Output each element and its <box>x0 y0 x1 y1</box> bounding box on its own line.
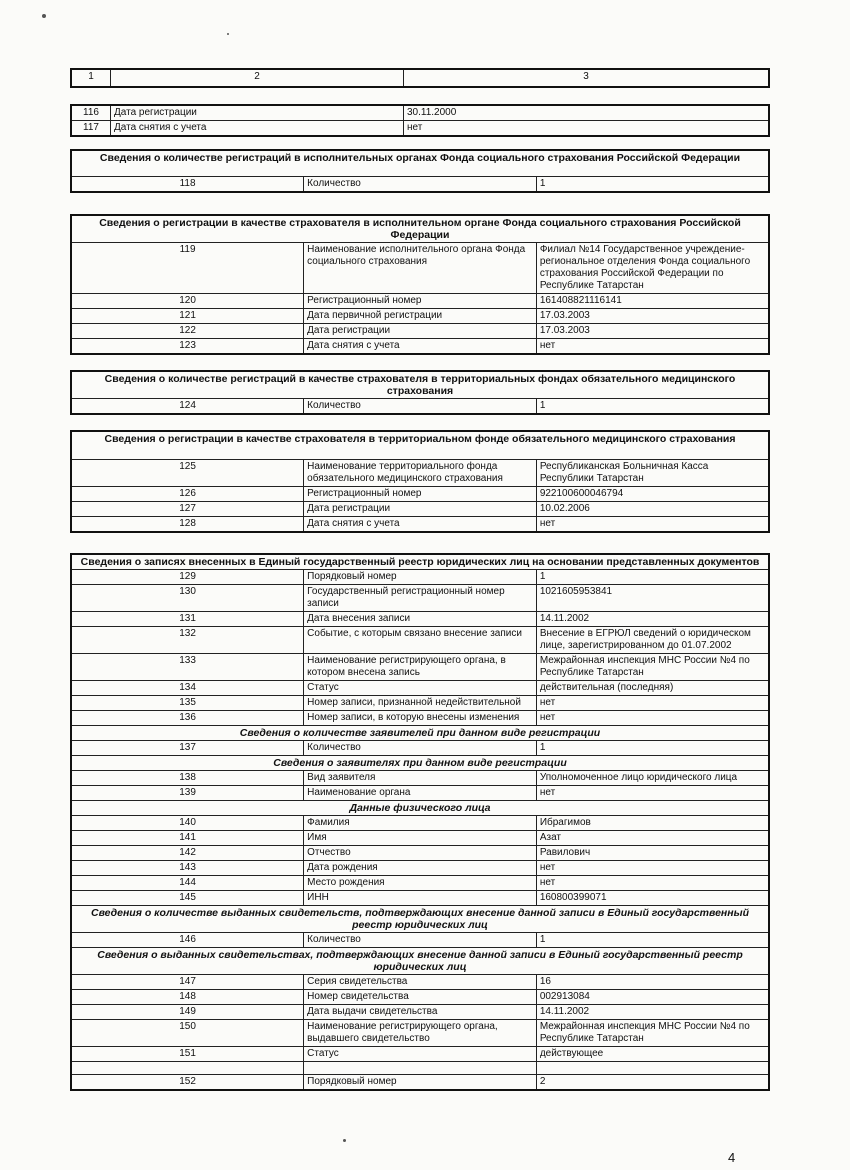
row-number: 119 <box>71 243 304 294</box>
table-row <box>71 459 769 486</box>
column-number-1: 1 <box>71 69 111 87</box>
row-number: 116 <box>71 105 111 121</box>
field-value: 30.11.2000 <box>404 105 770 121</box>
field-value: 2 <box>536 1075 769 1091</box>
table-body <box>71 771 769 801</box>
section-title: Сведения о регистрации в качестве страхователя в территориальном фонде обязательного медицинского страхования <box>71 431 769 459</box>
column-number-header <box>70 68 770 88</box>
field-value: 1021605953841 <box>536 585 769 612</box>
field-value: Филиал №14 Государственное учреждение-региональное отделения Фонда социального страхования Российской Федерации по Республике Татарстан <box>536 243 769 294</box>
field-label: Количество <box>304 176 537 192</box>
table-body <box>71 933 769 948</box>
table-body <box>71 741 769 756</box>
field-value: Уполномоченное лицо юридического лица <box>536 771 769 786</box>
oms-insurer-registration-table <box>70 430 770 533</box>
field-label: Регистрационный номер <box>304 294 537 309</box>
table-row <box>71 612 769 627</box>
field-value: Азат <box>536 831 769 846</box>
row-number: 146 <box>71 933 304 948</box>
field-label: Номер свидетельства <box>304 990 537 1005</box>
table-row <box>71 486 769 501</box>
field-value: нет <box>404 121 770 137</box>
field-value <box>536 1062 769 1075</box>
subsection-title: Сведения о выданных свидетельствах, подтверждающих внесение данной записи в Единый государственный реестр юридических лиц <box>71 948 769 975</box>
table-body <box>71 459 769 532</box>
field-label: Дата внесения записи <box>304 612 537 627</box>
fss-registration-count-table <box>70 149 770 193</box>
field-label: Статус <box>304 681 537 696</box>
table-row <box>71 121 769 137</box>
table-row <box>71 990 769 1005</box>
table-row <box>71 627 769 654</box>
table-body <box>71 176 769 192</box>
row-number: 138 <box>71 771 304 786</box>
field-label: Дата выдачи свидетельства <box>304 1005 537 1020</box>
table-row <box>71 816 769 831</box>
egrul-records-table <box>70 553 770 1091</box>
field-value: 10.02.2006 <box>536 501 769 516</box>
field-value: Внесение в ЕГРЮЛ сведений о юридическом лице, зарегистрированном до 01.07.2002 <box>536 627 769 654</box>
table-row <box>71 1075 769 1091</box>
field-label: Дата снятия с учета <box>304 516 537 532</box>
field-value: нет <box>536 876 769 891</box>
row-number: 124 <box>71 399 304 415</box>
field-value: 1 <box>536 933 769 948</box>
field-label: ИНН <box>304 891 537 906</box>
column-number-2: 2 <box>111 69 404 87</box>
field-value: действующее <box>536 1047 769 1062</box>
table-row <box>71 1005 769 1020</box>
field-value: нет <box>536 696 769 711</box>
field-label: Порядковый номер <box>304 570 537 585</box>
field-value: действительная (последняя) <box>536 681 769 696</box>
table-row <box>71 654 769 681</box>
field-value: Межрайонная инспекция МНС России №4 по Республике Татарстан <box>536 654 769 681</box>
table-row <box>71 105 769 121</box>
section-title: Сведения о количестве регистраций в исполнительных органах Фонда социального страхования Российской Федерации <box>71 150 769 176</box>
table-row <box>71 891 769 906</box>
field-label: Наименование органа <box>304 786 537 801</box>
table-row <box>71 570 769 585</box>
field-value: 17.03.2003 <box>536 309 769 324</box>
table-row <box>71 1062 769 1075</box>
scan-speck <box>227 33 229 35</box>
field-label <box>304 1062 537 1075</box>
field-label: Наименование регистрирующего органа, выдавшего свидетельство <box>304 1020 537 1047</box>
table-row <box>71 243 769 294</box>
row-number: 128 <box>71 516 304 532</box>
field-value: 14.11.2002 <box>536 1005 769 1020</box>
oms-registration-count-table <box>70 370 770 415</box>
field-label: Дата регистрации <box>304 501 537 516</box>
row-number: 142 <box>71 846 304 861</box>
page-number: 4 <box>728 1150 736 1165</box>
table-row <box>71 176 769 192</box>
row-number: 133 <box>71 654 304 681</box>
field-label: Место рождения <box>304 876 537 891</box>
field-label: Порядковый номер <box>304 1075 537 1091</box>
row-number: 139 <box>71 786 304 801</box>
row-number: 143 <box>71 861 304 876</box>
table-row <box>71 831 769 846</box>
field-label: Количество <box>304 933 537 948</box>
field-label: Дата регистрации <box>111 105 404 121</box>
field-label: Дата рождения <box>304 861 537 876</box>
field-value: 160800399071 <box>536 891 769 906</box>
row-number: 140 <box>71 816 304 831</box>
row-number: 118 <box>71 176 304 192</box>
field-label: Номер записи, признанной недействительной <box>304 696 537 711</box>
table-row <box>71 399 769 415</box>
field-label: Дата регистрации <box>304 324 537 339</box>
table-row <box>71 786 769 801</box>
field-label: Наименование территориального фонда обязательного медицинского страхования <box>304 459 537 486</box>
section-title: Сведения о регистрации в качестве страхователя в исполнительном органе Фонда социального страхования Российской Федерации <box>71 215 769 243</box>
field-label: Регистрационный номер <box>304 486 537 501</box>
table-row <box>71 1020 769 1047</box>
table-row <box>71 339 769 355</box>
subsection-title: Данные физического лица <box>71 801 769 816</box>
field-value: нет <box>536 861 769 876</box>
field-label: Фамилия <box>304 816 537 831</box>
row-number: 145 <box>71 891 304 906</box>
row-number: 135 <box>71 696 304 711</box>
field-value: 1 <box>536 741 769 756</box>
field-label: Событие, с которым связано внесение записи <box>304 627 537 654</box>
field-label: Статус <box>304 1047 537 1062</box>
registration-dates-table <box>70 104 770 137</box>
table-row <box>71 771 769 786</box>
field-value: нет <box>536 711 769 726</box>
row-number: 149 <box>71 1005 304 1020</box>
field-value: нет <box>536 516 769 532</box>
field-label: Государственный регистрационный номер записи <box>304 585 537 612</box>
subsection-title: Сведения о заявителях при данном виде регистрации <box>71 756 769 771</box>
row-number: 123 <box>71 339 304 355</box>
field-label: Серия свидетельства <box>304 975 537 990</box>
table-body <box>71 243 769 355</box>
scan-speck <box>343 1139 346 1142</box>
table-body <box>71 975 769 1091</box>
field-value: 16 <box>536 975 769 990</box>
row-number: 131 <box>71 612 304 627</box>
table-body <box>71 816 769 906</box>
section-title: Сведения о записях внесенных в Единый государственный реестр юридических лиц на основании представленных документов <box>71 554 769 570</box>
row-number: 130 <box>71 585 304 612</box>
field-value: нет <box>536 339 769 355</box>
column-number-3: 3 <box>404 69 770 87</box>
row-number: 122 <box>71 324 304 339</box>
row-number: 125 <box>71 459 304 486</box>
field-label: Наименование регистрирующего органа, в котором внесена запись <box>304 654 537 681</box>
row-number <box>71 1062 304 1075</box>
table-row <box>71 681 769 696</box>
field-value: 1 <box>536 176 769 192</box>
subsection-title: Сведения о количестве заявителей при данном виде регистрации <box>71 726 769 741</box>
table-body <box>71 399 769 415</box>
table-row <box>71 516 769 532</box>
field-label: Наименование исполнительного органа Фонда социального страхования <box>304 243 537 294</box>
row-number: 134 <box>71 681 304 696</box>
field-value: 002913084 <box>536 990 769 1005</box>
row-number: 127 <box>71 501 304 516</box>
field-label: Количество <box>304 399 537 415</box>
scan-speck <box>42 14 46 18</box>
row-number: 120 <box>71 294 304 309</box>
table-row <box>71 324 769 339</box>
row-number: 137 <box>71 741 304 756</box>
table-row <box>71 711 769 726</box>
table-row <box>71 501 769 516</box>
table-row <box>71 1047 769 1062</box>
table-body <box>71 570 769 726</box>
row-number: 147 <box>71 975 304 990</box>
field-value: 17.03.2003 <box>536 324 769 339</box>
field-label: Номер записи, в которую внесены изменения <box>304 711 537 726</box>
table-row <box>71 861 769 876</box>
field-value: 1 <box>536 399 769 415</box>
field-value: Равилович <box>536 846 769 861</box>
field-value: Республиканская Больничная Касса Республики Татарстан <box>536 459 769 486</box>
field-value: 14.11.2002 <box>536 612 769 627</box>
table-body <box>71 105 769 136</box>
field-label: Имя <box>304 831 537 846</box>
field-label: Отчество <box>304 846 537 861</box>
row-number: 126 <box>71 486 304 501</box>
table-row <box>71 741 769 756</box>
field-value: Ибрагимов <box>536 816 769 831</box>
row-number: 136 <box>71 711 304 726</box>
row-number: 150 <box>71 1020 304 1047</box>
table-row <box>71 294 769 309</box>
field-value: 161408821116141 <box>536 294 769 309</box>
table-row <box>71 876 769 891</box>
table-row <box>71 696 769 711</box>
subsection-title: Сведения о количестве выданных свидетельств, подтверждающих внесение данной записи в Единый государственный реестр юридических лиц <box>71 906 769 933</box>
field-value: нет <box>536 786 769 801</box>
section-title: Сведения о количестве регистраций в качестве страхователя в территориальных фондах обязательного медицинского страхования <box>71 371 769 399</box>
row-number: 141 <box>71 831 304 846</box>
field-label: Дата снятия с учета <box>111 121 404 137</box>
row-number: 152 <box>71 1075 304 1091</box>
row-number: 132 <box>71 627 304 654</box>
row-number: 117 <box>71 121 111 137</box>
field-label: Вид заявителя <box>304 771 537 786</box>
field-value: 1 <box>536 570 769 585</box>
fss-insurer-registration-table <box>70 214 770 355</box>
table-row <box>71 309 769 324</box>
field-value: 922100600046794 <box>536 486 769 501</box>
table-row <box>71 975 769 990</box>
table-row <box>71 933 769 948</box>
row-number: 148 <box>71 990 304 1005</box>
row-number: 151 <box>71 1047 304 1062</box>
field-label: Количество <box>304 741 537 756</box>
row-number: 144 <box>71 876 304 891</box>
field-label: Дата снятия с учета <box>304 339 537 355</box>
field-value: Межрайонная инспекция МНС России №4 по Республике Татарстан <box>536 1020 769 1047</box>
row-number: 129 <box>71 570 304 585</box>
field-label: Дата первичной регистрации <box>304 309 537 324</box>
table-row <box>71 846 769 861</box>
row-number: 121 <box>71 309 304 324</box>
table-row <box>71 585 769 612</box>
